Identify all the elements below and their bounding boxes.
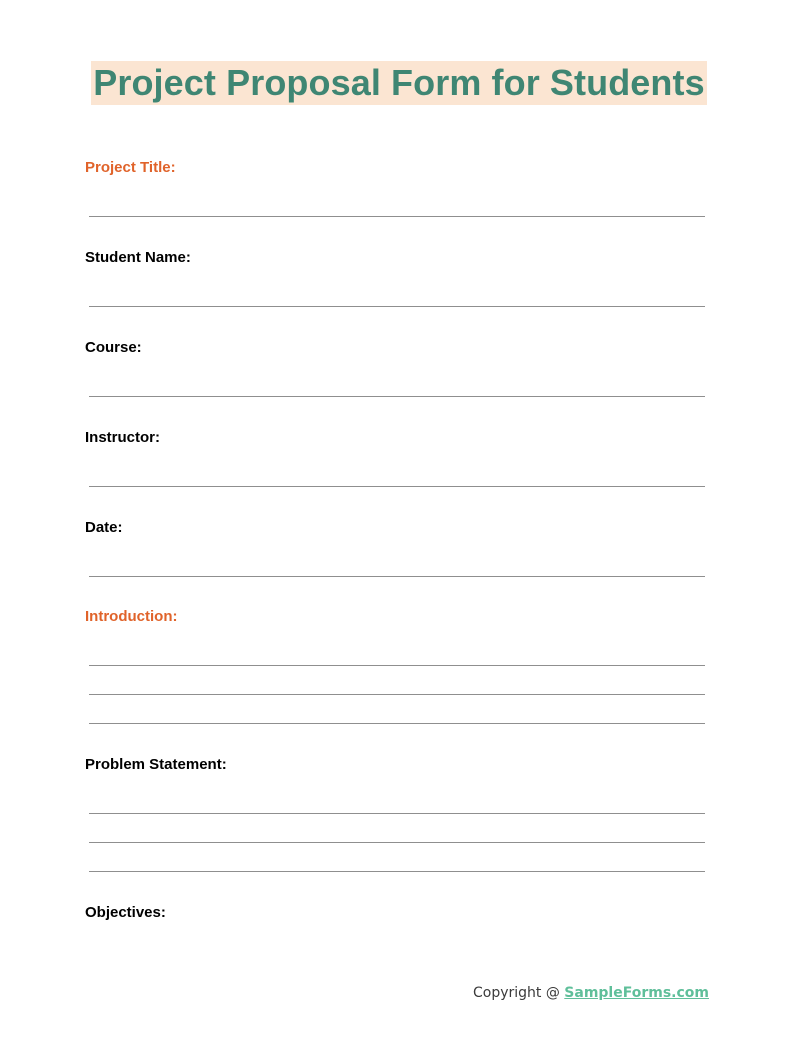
field-label-instructor: Instructor: (85, 429, 160, 446)
field-label-project-title: Project Title: (85, 159, 176, 176)
page-title: Project Proposal Form for Students (93, 62, 705, 103)
field-label-student-name: Student Name: (85, 249, 191, 266)
copyright-prefix: Copyright @ (472, 985, 565, 1001)
input-line-introduction-3[interactable] (89, 723, 705, 724)
input-line-instructor[interactable] (89, 486, 705, 487)
field-label-date: Date: (85, 519, 123, 536)
input-line-project-title[interactable] (89, 216, 705, 217)
input-line-course[interactable] (89, 396, 705, 397)
input-line-problem-statement-3[interactable] (89, 871, 705, 872)
field-label-objectives: Objectives: (85, 904, 166, 921)
input-line-introduction-1[interactable] (89, 665, 705, 666)
input-line-student-name[interactable] (89, 306, 705, 307)
field-label-course: Course: (85, 339, 142, 356)
input-line-problem-statement-2[interactable] (89, 842, 705, 843)
input-line-date[interactable] (89, 576, 705, 577)
copyright-footer (473, 984, 709, 1002)
field-label-introduction: Introduction: (85, 608, 178, 625)
input-line-introduction-2[interactable] (89, 694, 705, 695)
input-line-problem-statement-1[interactable] (89, 813, 705, 814)
field-label-problem-statement: Problem Statement: (85, 756, 227, 773)
brand-link[interactable]: SampleForms.com (564, 985, 709, 1001)
title-container (0, 61, 798, 105)
